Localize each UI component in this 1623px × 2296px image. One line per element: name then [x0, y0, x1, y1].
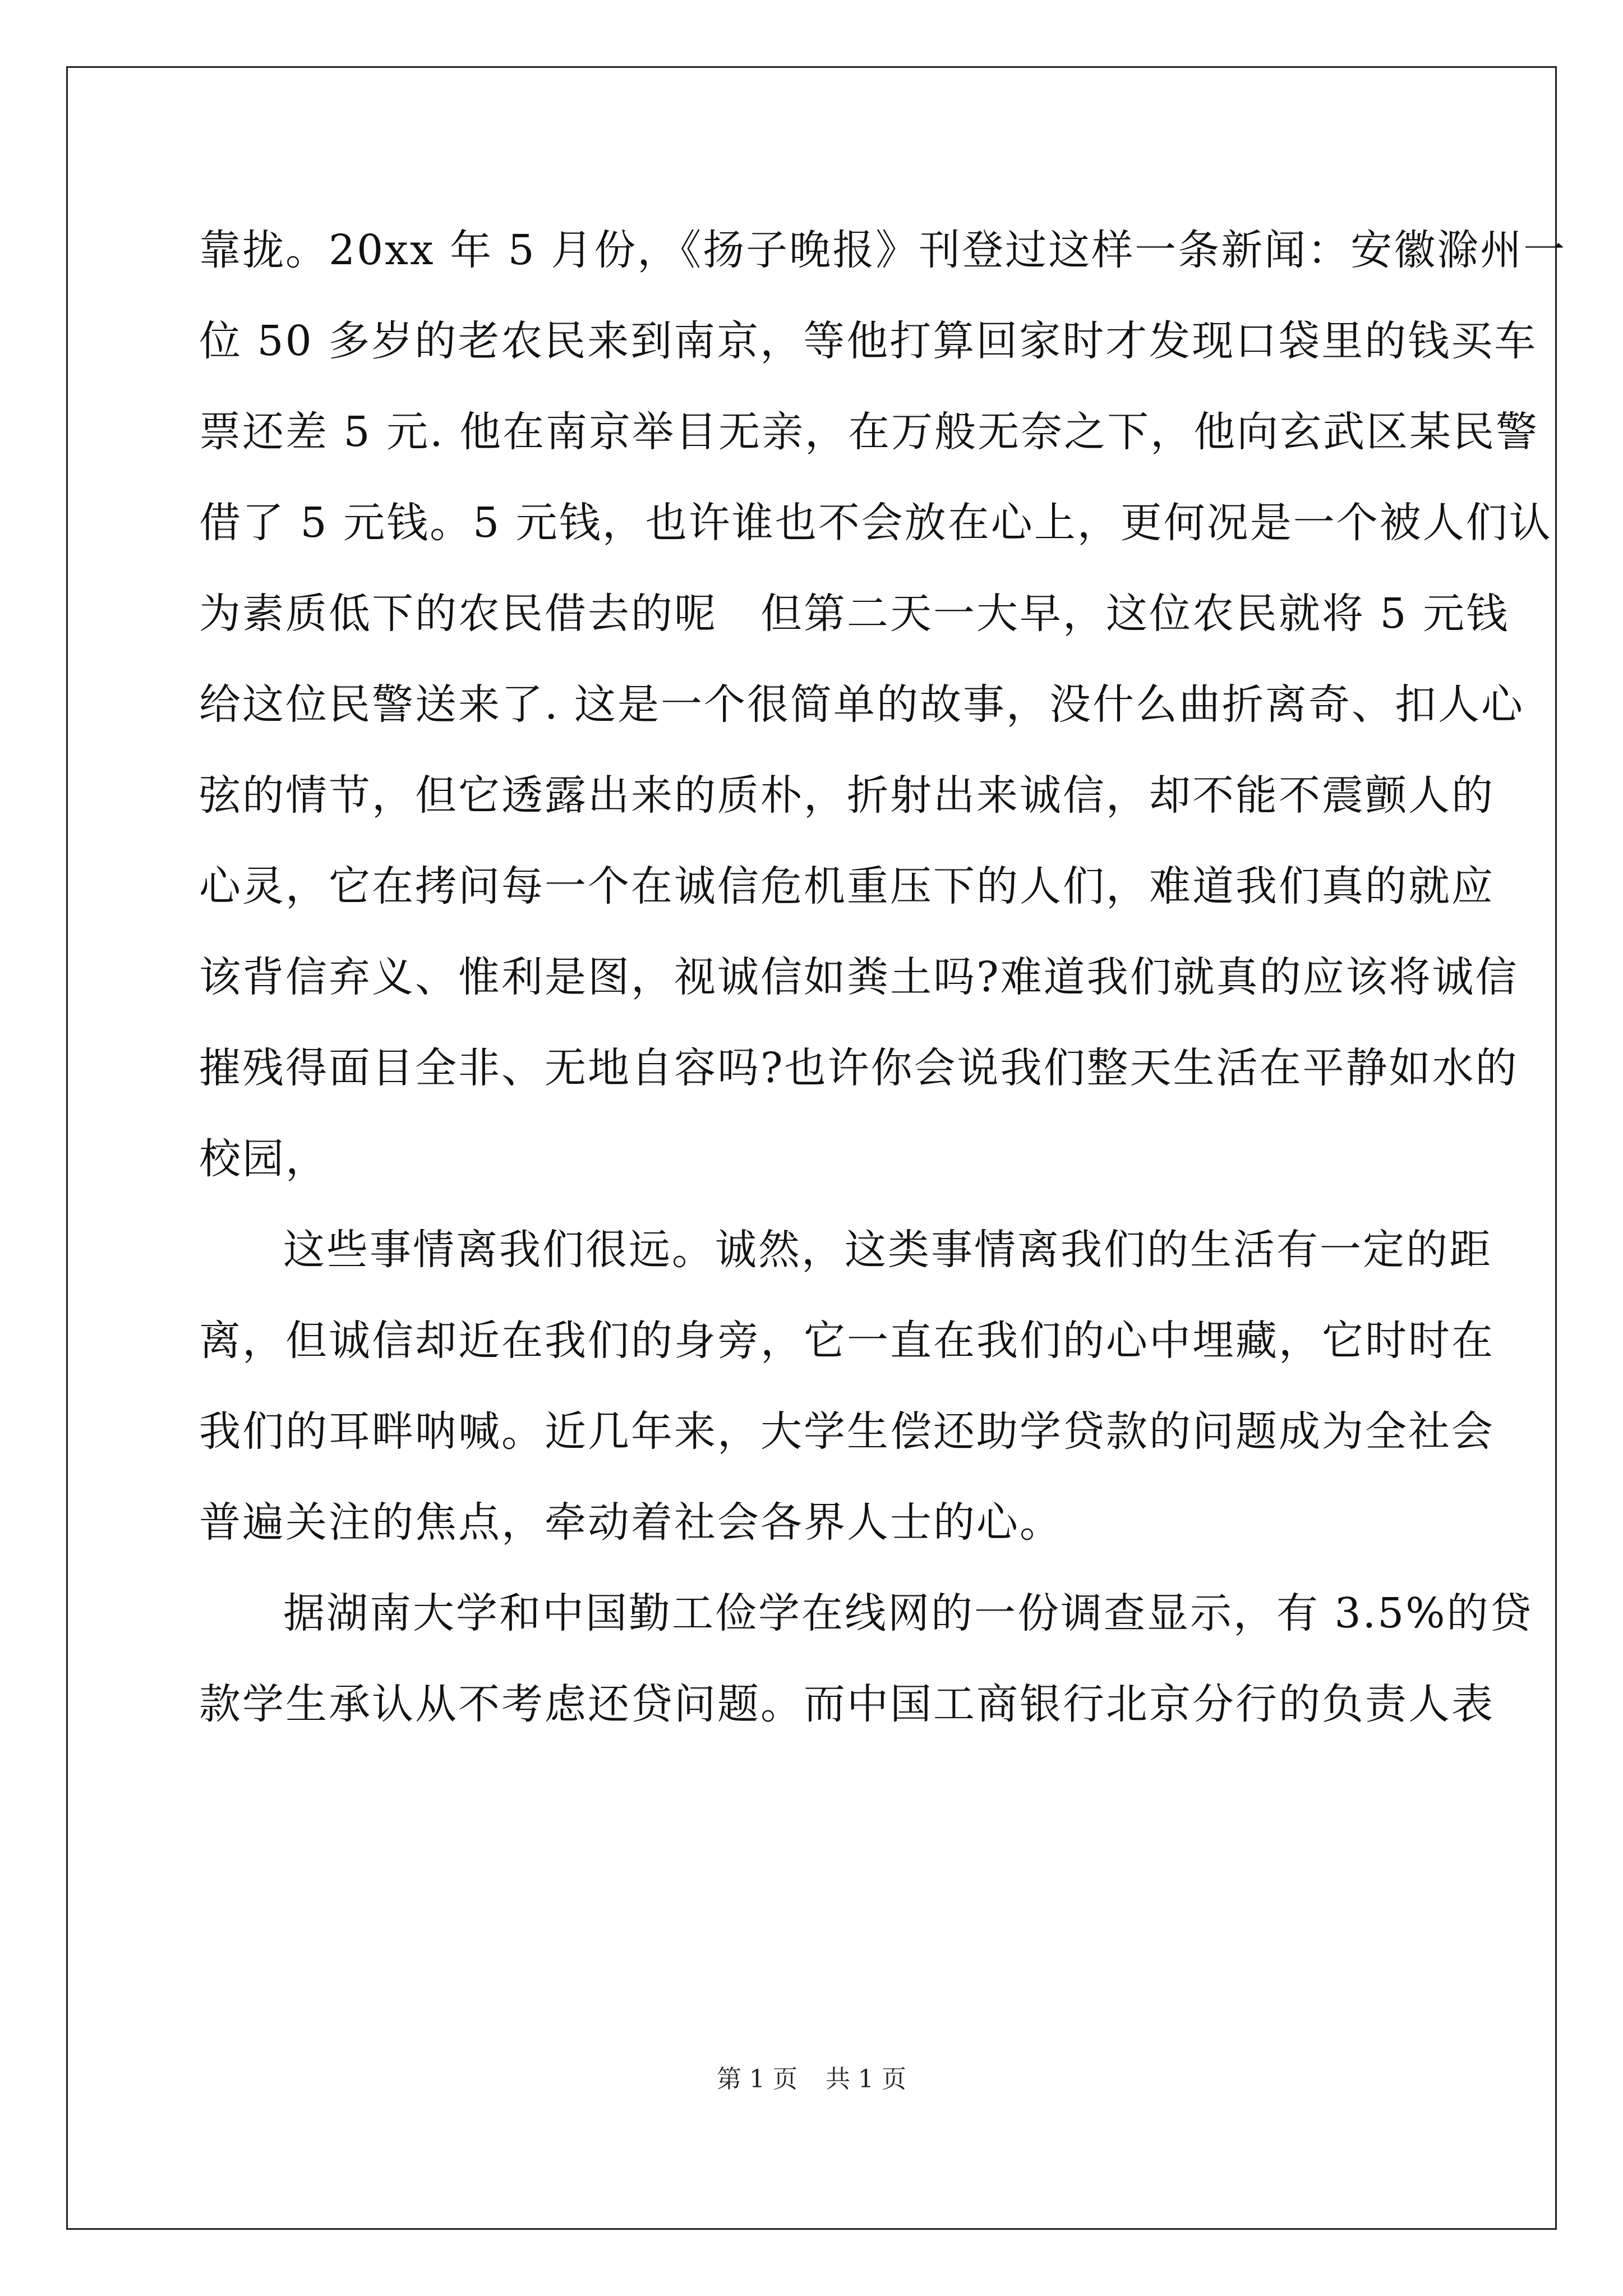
text-line: 借了 5 元钱。5 元钱，也许谁也不会放在心上，更何况是一个被人们认: [199, 499, 1552, 547]
text-line: 位 50 多岁的老农民来到南京，等他打算回家时才发现口袋里的钱买车: [199, 317, 1538, 365]
text-line: 给这位民警送来了. 这是一个很简单的故事，没什么曲折离奇、扣人心: [199, 680, 1525, 729]
page-number: 第 1 页: [717, 2065, 797, 2093]
text-line: 据湖南大学和中国勤工俭学在线网的一份调查显示，有 3.5%的贷: [283, 1589, 1533, 1637]
text-line: 离，但诚信却近在我们的身旁，它一直在我们的心中埋藏，它时时在: [199, 1317, 1495, 1365]
text-line: 校园，: [199, 1135, 329, 1183]
paragraph-2: [199, 1204, 1495, 1568]
text-line: 我们的耳畔呐喊。近几年来，大学生偿还助学贷款的问题成为全社会: [199, 1407, 1495, 1456]
paragraph-1: [199, 205, 1567, 1204]
page-footer: [0, 2059, 1623, 2095]
paragraph-3: [199, 1568, 1533, 1750]
text-line: 为素质低下的农民借去的呢 但第二天一大早，这位农民就将 5 元钱: [199, 590, 1510, 638]
text-line: 靠拢。20xx 年 5 月份，《扬子晚报》刊登过这样一条新闻：安徽滁州一: [199, 226, 1567, 274]
text-line: 票还差 5 元. 他在南京举目无亲，在万般无奈之下，他向玄武区某民警: [199, 408, 1539, 456]
text-line: 心灵，它在拷问每一个在诚信危机重压下的人们，难道我们真的就应: [199, 862, 1495, 910]
text-line: 该背信弃义、惟利是图，视诚信如粪土吗?难道我们就真的应该将诚信: [199, 953, 1519, 1001]
text-line: 摧残得面目全非、无地自容吗?也许你会说我们整天生活在平静如水的: [199, 1044, 1519, 1092]
text-line: 款学生承认从不考虑还贷问题。而中国工商银行北京分行的负责人表: [199, 1680, 1495, 1728]
text-line: 弦的情节，但它透露出来的质朴，折射出来诚信，却不能不震颤人的: [199, 771, 1495, 820]
text-line: 普遍关注的焦点，牵动着社会各界人士的心。: [199, 1498, 1063, 1547]
page-total: 共 1 页: [826, 2065, 906, 2093]
text-line: 这些事情离我们很远。诚然，这类事情离我们的生活有一定的距: [283, 1226, 1492, 1274]
document-body: [199, 205, 1567, 1750]
